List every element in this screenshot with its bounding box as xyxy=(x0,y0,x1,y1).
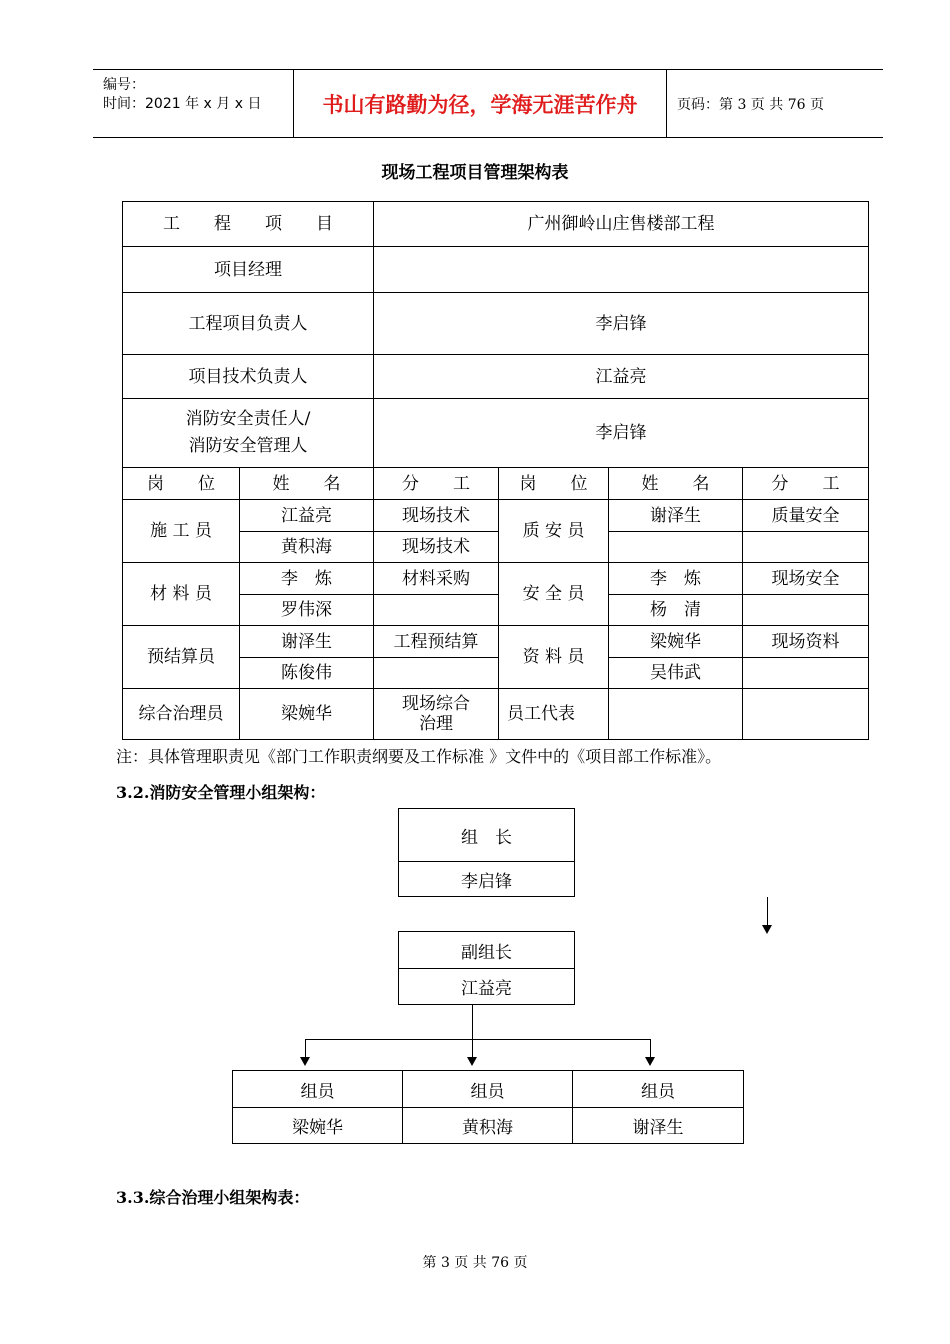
table-cell xyxy=(743,595,869,626)
table-cell: 质 安 员 xyxy=(499,500,609,563)
member-box xyxy=(402,1070,573,1144)
table-cell: 陈俊伟 xyxy=(240,658,374,689)
fire-label xyxy=(123,399,374,468)
table-cell: 施 工 员 xyxy=(123,500,240,563)
tech-label: 项目技术负责人 xyxy=(123,355,374,399)
fire-value: 李启锋 xyxy=(374,399,869,468)
arrow-down-icon xyxy=(467,1057,477,1066)
page-header xyxy=(93,69,883,138)
table-cell: 罗伟深 xyxy=(240,595,374,626)
header-motto: 书山有路勤为径，学海无涯苦作舟 xyxy=(294,70,667,137)
table-cell: 安 全 员 xyxy=(499,563,609,626)
member-name: 谢泽生 xyxy=(632,1118,684,1138)
number-label: 编号： xyxy=(103,77,145,93)
deputy-name: 江益亮 xyxy=(461,979,512,999)
table-cell: 综合治理员 xyxy=(123,689,240,740)
table-cell: 李 炼 xyxy=(609,563,743,595)
table-cell: 材料采购 xyxy=(374,563,499,595)
table-cell: 梁婉华 xyxy=(609,626,743,658)
table-cell xyxy=(374,658,499,689)
table-cell: 材 料 员 xyxy=(123,563,240,626)
table-cell xyxy=(609,689,743,740)
table-cell: 吴伟武 xyxy=(609,658,743,689)
page-title: 现场工程项目管理架构表 xyxy=(381,163,569,183)
table-cell: 员工代表 xyxy=(499,689,609,740)
table-cell xyxy=(743,689,869,740)
table-cell: 江益亮 xyxy=(240,500,374,532)
table-cell: 现场技术 xyxy=(374,500,499,532)
table-cell xyxy=(743,532,869,563)
col-header: 姓 名 xyxy=(609,468,743,500)
leader-title: 组 长 xyxy=(399,809,574,862)
leader-value: 李启锋 xyxy=(374,293,869,355)
col-header: 分 工 xyxy=(374,468,499,500)
table-cell: 现场技术 xyxy=(374,532,499,563)
connector-line xyxy=(472,1039,473,1057)
table-cell: 黄积海 xyxy=(240,532,374,563)
arrow-down-icon xyxy=(300,1057,310,1066)
member-title: 组员 xyxy=(403,1071,572,1108)
member-title: 组员 xyxy=(233,1071,402,1108)
member-box xyxy=(572,1070,744,1144)
table-note: 注：具体管理职责见《部门工作职责纲要及工作标准 》文件中的《项目部工作标准》。 xyxy=(116,747,722,766)
management-table xyxy=(122,201,869,740)
col-header: 岗 位 xyxy=(499,468,609,500)
section-heading-3-3: 3.3.综合治理小组架构表： xyxy=(116,1188,310,1207)
table-cell: 预结算员 xyxy=(123,626,240,689)
table-cell: 现场安全 xyxy=(743,563,869,595)
arrow-down-icon xyxy=(645,1057,655,1066)
project-label: 工 程 项 目 xyxy=(123,202,374,247)
manager-label: 项目经理 xyxy=(123,247,374,293)
table-cell xyxy=(743,658,869,689)
leader-box xyxy=(398,808,575,897)
member-title: 组员 xyxy=(573,1071,743,1108)
table-cell xyxy=(609,532,743,563)
leader-name: 李启锋 xyxy=(461,871,512,892)
member-name: 梁婉华 xyxy=(292,1118,343,1138)
manager-value xyxy=(374,247,869,293)
time-label: 时间：2021 年 x 月 x 日 xyxy=(103,96,262,112)
section-heading-3-2: 3.2.消防安全管理小组架构： xyxy=(116,783,326,802)
connector-line xyxy=(305,1039,306,1057)
col-header: 分 工 xyxy=(743,468,869,500)
fire-label-line-2: 消防安全管理人 xyxy=(188,436,308,456)
connector-line xyxy=(472,1005,473,1039)
fire-label-line-1: 消防安全责任人/ xyxy=(185,409,311,429)
table-cell: 谢泽生 xyxy=(609,500,743,532)
member-name: 黄积海 xyxy=(462,1118,513,1138)
deputy-box xyxy=(398,931,575,1005)
table-cell xyxy=(374,689,499,740)
project-value: 广州御岭山庄售楼部工程 xyxy=(374,202,869,247)
table-cell: 工程预结算 xyxy=(374,626,499,658)
table-cell: 现场资料 xyxy=(743,626,869,658)
duty-line-1: 现场综合 xyxy=(402,694,470,714)
tech-value: 江益亮 xyxy=(374,355,869,399)
member-box xyxy=(232,1070,403,1144)
table-cell xyxy=(374,595,499,626)
header-page-label: 页码：第 3 页 共 76 页 xyxy=(677,96,824,113)
table-cell: 梁婉华 xyxy=(240,689,374,740)
col-header: 姓 名 xyxy=(240,468,374,500)
col-header: 岗 位 xyxy=(123,468,240,500)
leader-label: 工程项目负责人 xyxy=(123,293,374,355)
table-cell: 谢泽生 xyxy=(240,626,374,658)
table-cell: 资 料 员 xyxy=(499,626,609,689)
connector-line xyxy=(305,1039,651,1040)
table-cell: 质量安全 xyxy=(743,500,869,532)
deputy-title: 副组长 xyxy=(399,932,574,969)
connector-line xyxy=(767,897,768,925)
table-cell: 李 炼 xyxy=(240,563,374,595)
header-meta xyxy=(93,70,294,137)
arrow-down-icon xyxy=(762,925,772,934)
page-footer: 第 3 页 共 76 页 xyxy=(422,1255,528,1271)
duty-line-2: 治理 xyxy=(419,714,453,734)
table-cell: 杨 清 xyxy=(609,595,743,626)
connector-line xyxy=(650,1039,651,1057)
